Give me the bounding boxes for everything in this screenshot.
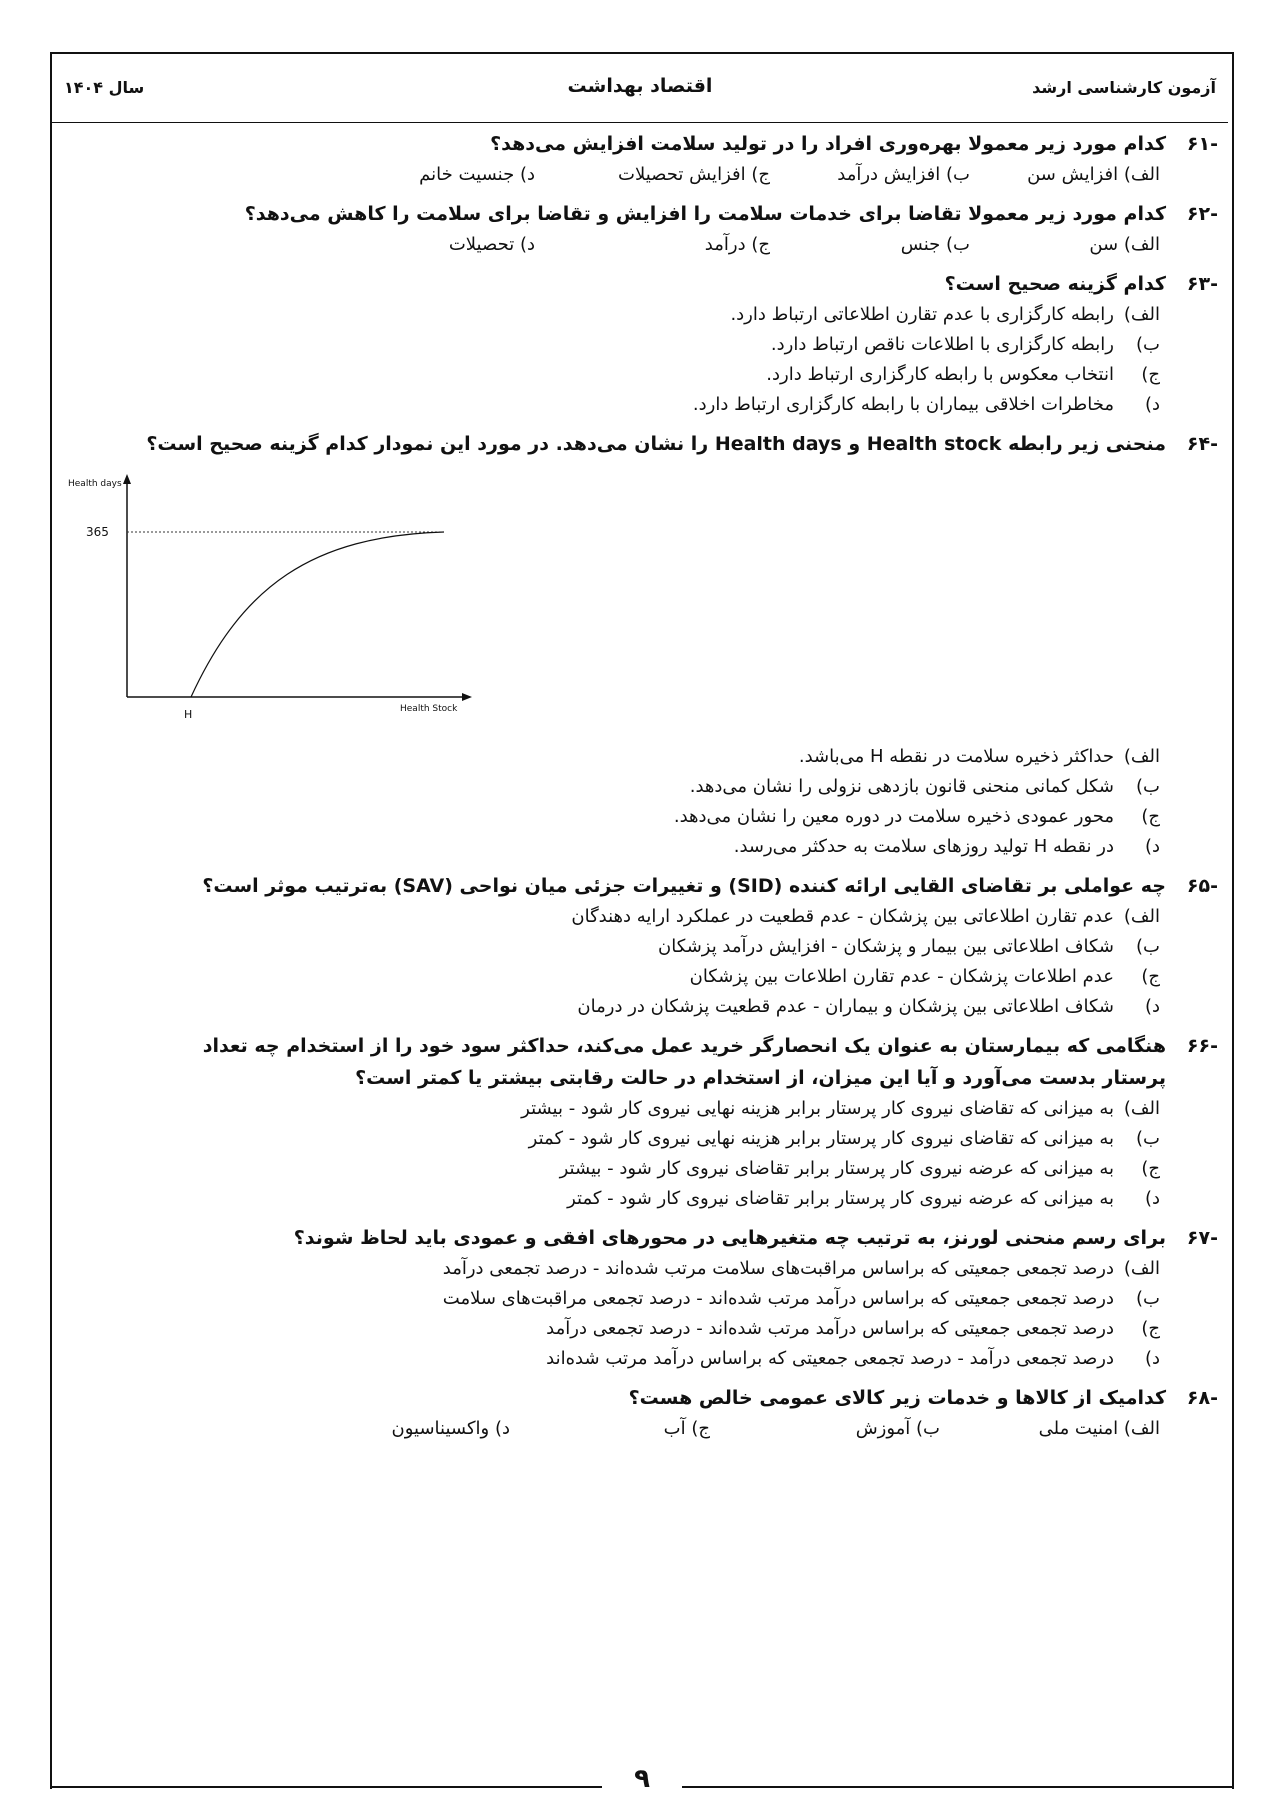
option-b[interactable]: ب) شکاف اطلاعاتی بین بیمار و پزشکان - افزایش درآمد پزشکان <box>658 936 1160 957</box>
option-c[interactable]: ج) انتخاب معکوس با رابطه کارگزاری ارتباط دارد. <box>766 364 1160 385</box>
option-d[interactable]: د) در نقطه H تولید روزهای سلامت به حدکثر می‌رسد. <box>733 836 1160 857</box>
footer-rule-left <box>50 1786 602 1788</box>
option-b[interactable]: ب) افزایش درآمد <box>837 164 970 185</box>
options-list <box>62 742 1218 862</box>
question-text-continued: پرستار بدست می‌آورد و آیا این میزان، از استخدام در حالت رقابتی بیشتر یا کمتر است؟ <box>355 1067 1166 1089</box>
question-number: -۶۷ <box>1186 1227 1218 1249</box>
option-b[interactable]: ب) به میزانی که تقاضای نیروی کار پرستار برابر هزینه نهایی نیروی کار شود - کمتر <box>528 1128 1160 1149</box>
option-b[interactable]: ب) شکل کمانی منحنی قانون بازدهی نزولی را نشان می‌دهد. <box>689 776 1160 797</box>
page-header <box>52 54 1228 122</box>
option-a[interactable]: الف) عدم تقارن اطلاعاتی بین پزشکان - عدم قطعیت در عملکرد ارایه دهندگان <box>571 906 1160 927</box>
option-c[interactable]: ج) به میزانی که عرضه نیروی کار پرستار برابر تقاضای نیروی کار شود - بیشتر <box>559 1158 1160 1179</box>
option-a[interactable]: الف) درصد تجمعی جمعیتی که براساس مراقبت‌های سلامت مرتب شده‌اند - درصد تجمعی درآمد <box>442 1258 1160 1279</box>
options-row <box>62 160 1218 190</box>
x-point-label: H <box>184 708 193 721</box>
question-number: -۶۱ <box>1186 133 1218 155</box>
x-axis-label: Health Stock <box>400 704 458 714</box>
option-c[interactable]: ج) عدم اطلاعات پزشکان - عدم تقارن اطلاعات بین پزشکان <box>689 966 1160 987</box>
question-text: هنگامی که بیمارستان به عنوان یک انحصارگر خرید عمل می‌کند، حداکثر سود خود را از استخدام چه تعداد <box>202 1035 1166 1057</box>
option-b[interactable]: ب) آموزش <box>855 1418 940 1439</box>
health-curve <box>191 532 444 697</box>
question-64 <box>62 428 1218 862</box>
question-62 <box>62 198 1218 260</box>
header-divider <box>52 122 1228 123</box>
option-b[interactable]: ب) رابطه کارگزاری با اطلاعات ناقص ارتباط دارد. <box>770 334 1160 355</box>
option-a[interactable]: الف) رابطه کارگزاری با عدم تقارن اطلاعاتی ارتباط دارد. <box>730 304 1160 325</box>
option-a[interactable]: الف) سن <box>1089 234 1160 255</box>
option-c[interactable]: ج) درصد تجمعی جمعیتی که براساس درآمد مرتب شده‌اند - درصد تجمعی درآمد <box>546 1318 1160 1339</box>
health-chart <box>62 466 1218 742</box>
question-63 <box>62 268 1218 420</box>
question-66 <box>62 1030 1218 1214</box>
exam-year: سال ۱۴۰۴ <box>64 78 145 97</box>
chart-svg <box>62 466 1218 742</box>
question-61 <box>62 128 1218 190</box>
question-number: -۶۸ <box>1186 1387 1218 1409</box>
option-c[interactable]: ج) محور عمودی ذخیره سلامت در دوره معین را نشان می‌دهد. <box>673 806 1160 827</box>
footer-rule-right <box>682 1786 1232 1788</box>
y-axis-label: Health days <box>68 479 122 489</box>
question-68 <box>62 1382 1218 1444</box>
option-d[interactable]: د) درصد تجمعی درآمد - درصد تجمعی جمعیتی که براساس درآمد مرتب شده‌اند <box>546 1348 1160 1369</box>
question-67 <box>62 1222 1218 1374</box>
question-text: چه عواملی بر تقاضای القایی ارائه کننده (SID) و تغییرات جزئی میان نواحی (SAV) به‌ترتیب موثر است؟ <box>202 875 1166 897</box>
option-d[interactable]: د) تحصیلات <box>448 234 535 255</box>
question-text: کدامیک از کالاها و خدمات زیر کالای عمومی خالص هست؟ <box>628 1387 1166 1409</box>
option-d[interactable]: د) مخاطرات اخلاقی بیماران با رابطه کارگزاری ارتباط دارد. <box>692 394 1160 415</box>
option-d[interactable]: د) واکسیناسیون <box>391 1418 510 1439</box>
option-a[interactable]: الف) افزایش سن <box>1027 164 1160 185</box>
options-list <box>62 300 1218 420</box>
options-list <box>62 1254 1218 1374</box>
question-text: برای رسم منحنی لورنز، به ترتیب چه متغیرهایی در محورهای افقی و عمودی باید لحاظ شوند؟ <box>293 1227 1166 1249</box>
option-a[interactable]: الف) به میزانی که تقاضای نیروی کار پرستار برابر هزینه نهایی نیروی کار شود - بیشتر <box>521 1098 1160 1119</box>
question-text: کدام مورد زیر معمولا بهره‌وری افراد را در تولید سلامت افزایش می‌دهد؟ <box>490 133 1166 155</box>
option-c[interactable]: ج) افزایش تحصیلات <box>618 164 770 185</box>
x-axis <box>127 693 472 701</box>
page-number: ۹ <box>634 1764 650 1794</box>
option-d[interactable]: د) به میزانی که عرضه نیروی کار پرستار برابر تقاضای نیروی کار شود - کمتر <box>567 1188 1160 1209</box>
option-d[interactable]: د) شکاف اطلاعاتی بین پزشکان و بیماران - عدم قطعیت پزشکان در درمان <box>577 996 1160 1017</box>
options-list <box>62 902 1218 1022</box>
question-65 <box>62 870 1218 1022</box>
exam-title: آزمون کارشناسی ارشد <box>1032 78 1216 97</box>
question-text: منحنی زیر رابطه Health stock و Health days را نشان می‌دهد. در مورد این نمودار کدام گزینه صحیح است؟ <box>146 433 1166 455</box>
question-text: کدام گزینه صحیح است؟ <box>944 273 1166 295</box>
question-number: -۶۶ <box>1186 1035 1218 1057</box>
question-number: -۶۲ <box>1186 203 1218 225</box>
option-a[interactable]: الف) امنیت ملی <box>1038 1418 1160 1439</box>
option-b[interactable]: ب) جنس <box>900 234 970 255</box>
question-number: -۶۳ <box>1186 273 1218 295</box>
options-list <box>62 1094 1218 1214</box>
options-row <box>62 1414 1218 1444</box>
y-axis <box>123 474 131 697</box>
questions-list <box>62 128 1218 1444</box>
option-d[interactable]: د) جنسیت خانم <box>419 164 535 185</box>
option-c[interactable]: ج) درآمد <box>704 234 770 255</box>
option-c[interactable]: ج) آب <box>663 1418 710 1439</box>
option-b[interactable]: ب) درصد تجمعی جمعیتی که براساس درآمد مرتب شده‌اند - درصد تجمعی مراقبت‌های سلامت <box>442 1288 1160 1309</box>
y-tick-label: 365 <box>86 525 109 539</box>
question-number: -۶۴ <box>1186 433 1218 455</box>
option-a[interactable]: الف) حداکثر ذخیره سلامت در نقطه H می‌باشد. <box>798 746 1160 767</box>
question-number: -۶۵ <box>1186 875 1218 897</box>
subject-title: اقتصاد بهداشت <box>567 75 713 97</box>
question-text: کدام مورد زیر معمولا تقاضا برای خدمات سلامت را افزایش و تقاضا برای سلامت را کاهش می‌دهد؟ <box>244 203 1166 225</box>
options-row <box>62 230 1218 260</box>
